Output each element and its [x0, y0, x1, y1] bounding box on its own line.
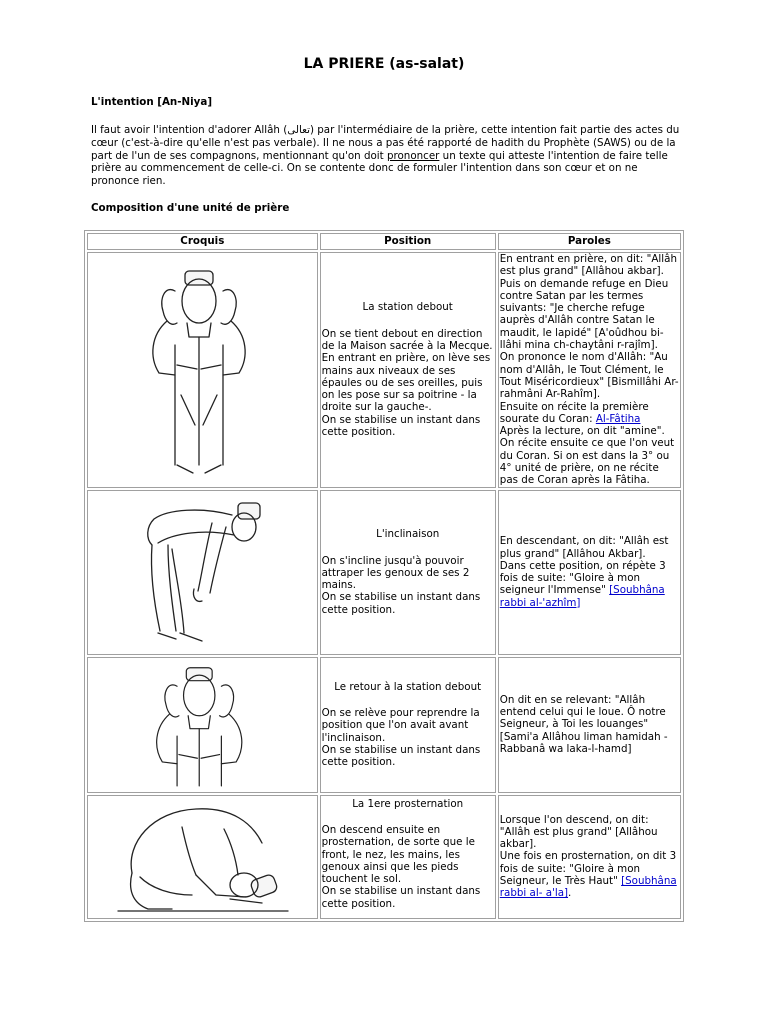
position-text: On se relève pour reprendre la position que l'on avait avant l'inclinaison. On se stabilise un instant dans cette position.: [321, 707, 481, 769]
position-title: Le retour à la station debout: [334, 680, 482, 693]
standing-hands-raised-figure-icon: [137, 265, 267, 475]
sketch-cell: [87, 252, 318, 488]
paroles-text: On dit en se relevant: "Allâh entend celui qui le loue. Ô notre Seigneur, à Toi les louanges" [Sami'a Allâhou liman hamidah - Rabbanâ wa laka-l-hamd]: [499, 693, 668, 756]
position-cell: [320, 657, 496, 793]
position-title: La 1ere prosternation: [352, 797, 464, 810]
paroles-after: .: [568, 887, 572, 900]
intro-paragraph: [91, 124, 681, 188]
prostration-figure-icon: [112, 799, 292, 915]
paroles-cell: [498, 490, 681, 655]
position-text: On descend ensuite en prosternation, de sorte que le front, le nez, les mains, les genoux ainsi que les pieds touchent le sol. On se stabilise un instant dans cette position.: [321, 823, 481, 910]
paroles-text: En descendant, on dit: "Allâh est plus grand" [Allâhou Akbar]. Dans cette position, on répète 3 fois de suite: "Gloire à mon seigneur l'Immense": [499, 535, 669, 597]
position-cell: [320, 490, 496, 655]
sketch-cell: [87, 795, 318, 919]
position-text: On se tient debout en direction de la Maison sacrée à la Mecque. En entrant en prière, on lève ses mains aux niveaux de ses épaules ou de ses oreilles, puis on les pose sur sa poitrine - la droite sur la gauche-. On se stabilise un instant dans cette position.: [321, 327, 493, 438]
position-cell: [320, 252, 496, 488]
position-title: La station debout: [362, 301, 453, 314]
composition-heading: Composition d'une unité de prière: [91, 202, 290, 214]
paroles-cell: [498, 795, 681, 919]
position-cell: [320, 795, 496, 919]
header-position: Position: [320, 233, 496, 250]
position-title: L'inclinaison: [376, 528, 440, 541]
paroles-cell: [498, 252, 681, 488]
sketch-cell: [87, 490, 318, 655]
standing-hands-raised-figure-icon: [142, 662, 262, 788]
prayer-steps-table: [84, 230, 684, 922]
bowing-figure-icon: [132, 493, 272, 651]
intro-underlined: prononcer: [386, 149, 440, 162]
al-fatiha-link[interactable]: Al-Fâtiha: [595, 412, 641, 425]
header-croquis: Croquis: [87, 233, 318, 250]
intention-heading: L'intention [An-Niya]: [91, 96, 213, 108]
table-row: [87, 795, 681, 919]
header-paroles: Paroles: [498, 233, 681, 250]
table-row: [87, 657, 681, 793]
table-row: [87, 252, 681, 488]
table-row: [87, 490, 681, 655]
table-header-row: [87, 233, 681, 250]
soubhana-ala-link[interactable]: [Soubhâna rabbi al- a'la]: [499, 875, 677, 900]
paroles-text: En entrant en prière, on dit: "Allâh est plus grand" [Allâhou akbar]. Puis on demande refuge en Dieu contre Satan par les termes suivants: "Je cherche refuge auprès d'Allâh contre Satan le maudit, le lapidé" [A'oûdhou bi-llâhi mina ch-chaytâni r-rajîm]. On prononce le nom d'Allâh: "Au nom d'Allâh, le Tout Clément, le Tout Miséricordieux" [Bismillâhi Ar-rahmâni Ar-Rahîm]. Ensuite on récite la première sourate du Coran:: [499, 253, 679, 425]
page-title: LA PRIERE (as-salat): [303, 56, 465, 72]
paroles-after: Après la lecture, on dit "amine". On récite ensuite ce que l'on veut du Coran. Si on est dans la 3° ou 4° unité de prière, on ne récite pas de Coran après la Fâtiha.: [499, 425, 675, 487]
intro-part2: un texte qui atteste l'intention de faire telle prière au commencement de celle-ci. On se contente donc de formuler l'intention dans son cœur et on ne prononce rien.: [91, 149, 668, 188]
soubhana-azhim-link[interactable]: [Soubhâna rabbi al-'azhîm]: [499, 584, 665, 609]
sketch-cell: [87, 657, 318, 793]
paroles-text: Lorsque l'on descend, on dit: "Allâh est plus grand" [Allâhou akbar]. Une fois en prosternation, on dit 3 fois de suite: "Gloire à mon Seigneur, le Très Haut": [499, 813, 677, 888]
position-text: On s'incline jusqu'à pouvoir attraper les genoux de ses 2 mains. On se stabilise un instant dans cette position.: [321, 554, 481, 616]
paroles-cell: [498, 657, 681, 793]
intro-part1: Il faut avoir l'intention d'adorer Allâh (تعالى) par l'intermédiaire de la prière, cette intention fait partie des actes du cœur (c'est-à-dire qu'elle n'est pas verbale). Il ne nous a pas été rapporté de hadith du Prophète (SAWS) ou de la part de l'un de ses compagnons, mentionnant qu'on doit: [91, 124, 680, 162]
